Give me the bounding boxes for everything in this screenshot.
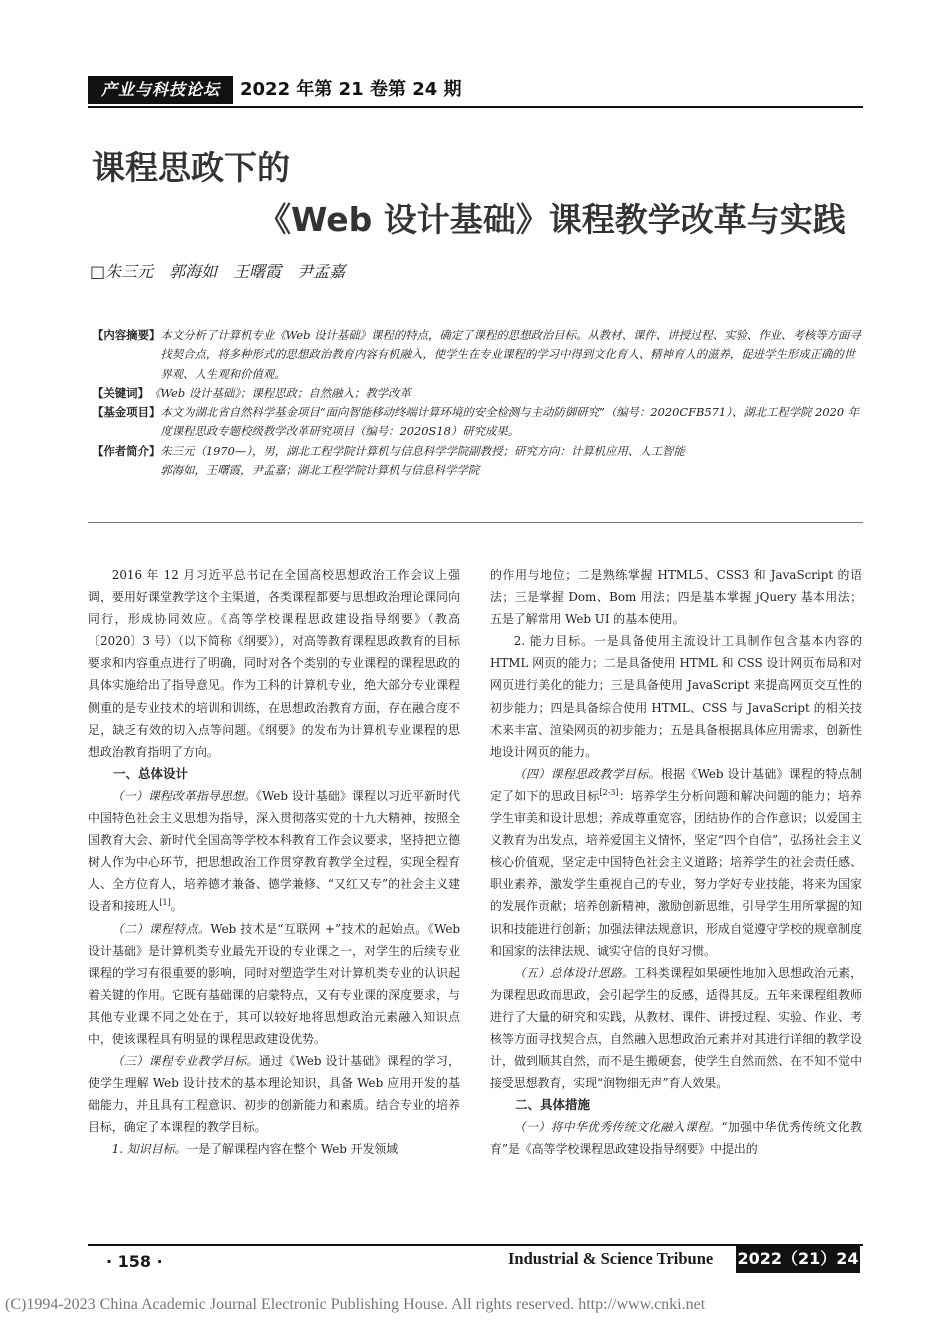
paragraph-text: 通过《Web 设计基础》课程的学习，使学生理解 Web 设计技术的基本理论知识，具备 Web 应用开发的基础能力，并且具有工程意识、初步的创新能力和素质。结合专业的培养目标，确定了本课程的教学目标。 (88, 1054, 460, 1135)
fund-row (92, 403, 864, 442)
issue-line: 2022 年第 21 卷第 24 期 (240, 79, 462, 100)
author-info-text (160, 442, 864, 481)
paragraph-text: 一是了解课程内容在整个 Web 开发领域 (186, 1142, 399, 1157)
body-column-right (490, 564, 862, 1161)
article-meta (92, 326, 864, 480)
body-column-left (88, 564, 460, 1161)
paragraph (88, 1050, 460, 1138)
paragraph-lead: （二）课程特点。 (111, 921, 211, 936)
section-heading: 二、具体措施 (515, 1097, 591, 1113)
paragraph (490, 1116, 862, 1160)
abstract-label: 【内容摘要】 (92, 328, 161, 342)
journal-name-english: Industrial & Science Tribune (508, 1249, 714, 1268)
author-info-line-1: 朱三元（1970—），男，湖北工程学院计算机与信息科学学院副教授；研究方向：计算机应用、人工智能 (160, 443, 685, 458)
fund-label: 【基金项目】 (92, 405, 161, 420)
journal-tag: 产业与科技论坛 (88, 76, 233, 104)
meta-divider (88, 522, 863, 523)
paragraph (88, 1138, 460, 1160)
paragraph-lead: （一）将中华优秀传统文化融入课程。 (513, 1120, 722, 1135)
paragraph-end: 。 (170, 899, 183, 914)
paragraph-lead: （一）课程改革指导思想。 (111, 788, 256, 803)
article-title-line-2: 《Web 设计基础》课程教学改革与实践 (258, 200, 846, 239)
paragraph: 的作用与地位；二是熟练掌握 HTML5、CSS3 和 JavaScript 的语法；三是掌握 Dom、Bom 用法；四是基本掌握 jQuery 基本用法；五是了解常用 Web UI 的基本使用。 (490, 568, 862, 627)
paragraph (88, 918, 460, 1051)
paragraph-text: ：培养学生分析问题和解决问题的能力；培养学生审美和设计思想；养成尊重宽容，团结协作的合作意识；以爱国主义教育为出发点，培养爱国主义情怀，坚定“四个自信”，弘扬社会主义核心价值观，坚定走中国特色社会主义道路；培养学生的社会责任感、职业素养，激发学生重视自己的专业，努力学好专业技能，将来为国家的发展作贡献；培养创新精神，激励创新思维，引导学生用所掌握的知识和技能进行创新；加强法律法规意识，形成自觉遵守学校的规章制度和国家的法律法规、诚实守信的良好习惯。 (490, 788, 862, 958)
abstract-text: 本文分析了计算机专业《Web 设计基础》课程的特点，确定了课程的思想政治目标。从教材、课件、讲授过程、实验、作业、考核等方面寻找契合点，将多种形式的思想政治教育内容有机融入，使学生在专业课程的学习中得到文化育人、精神育人的滋养，促进学生形成正确的世界观、人生观和价值观。 (160, 328, 861, 381)
footer-issue-badge: 2022（21）24 (736, 1245, 860, 1273)
paragraph: 2016 年 12 月习近平总书记在全国高校思想政治工作会议上强调，要用好课堂教学这个主渠道，各类课程都要与思想政治理论课同向同行，形成协同效应。《高等学校课程思政建设指导纲要》（教高〔2020〕3 号）（以下简称《纲要》），对高等教育课程思政教育的目标要求和内容重点进行了明确，同时对各个类别的专业课程的课程思政的具体实施给出了指导意见。作为工科的计算机专业，绝大部分专业课程侧重的是专业技术的培训和训练，在思想政治教育方面，存在融合度不足，缺乏有效的切入点等问题。《纲要》的发布为计算机专业课程的思想政治教育指明了方向。 (88, 568, 460, 759)
article-authors: □朱三元 郭海如 王曙霞 尹孟嘉 (90, 262, 346, 281)
paragraph (490, 962, 862, 1095)
article-title-line-1: 课程思政下的 (92, 148, 290, 187)
header-rule (88, 106, 863, 108)
paragraph: 2. 能力目标。一是具备使用主流设计工具制作包含基本内容的 HTML 网页的能力；二是具备使用 HTML 和 CSS 设计网页布局和对网页进行美化的能力；三是具备使用 JavaScript 来提高网页交互性的初步能力；四是具备综合使用 HTML、CSS 与 JavaScript 的相关技术来丰富、渲染网页的初步能力；五是具备根据具体应用需求，创新性地设计网页的能力。 (490, 634, 862, 759)
copyright-watermark: (C)1994-2023 China Academic Journal Electronic Publishing House. All rights reserved. http://www.cnki.net (5, 1296, 706, 1313)
paragraph-lead: 1. 知识目标。 (111, 1142, 187, 1157)
page-number: · 158 · (106, 1252, 163, 1271)
paragraph-text: 根据《Web 设计基础》课程的特点制定了如下的思政目标 (490, 766, 862, 803)
keywords-row (92, 384, 864, 403)
paragraph-text: “加强中华优秀传统文化教育”是《高等学校课程思政建设指导纲要》中提出的 (490, 1120, 862, 1157)
paragraph-text: 工科类课程如果硬性地加入思想政治元素，为课程思政而思政，会引起学生的反感，适得其反。五年来课程组教师进行了大量的研究和实践，从教材、课件、讲授过程、实验、作业、考核等方面寻找契合点，自然融入思想政治元素并对其进行详细的教学设计，做到顺其自然，而不是生搬硬套，使学生自然而然、在不知不觉中接受思想教育，实现“润物细无声”育人效果。 (490, 965, 862, 1091)
citation-ref: [2-3] (599, 787, 619, 797)
paragraph-lead: （四）课程思政教学目标。 (513, 766, 661, 781)
paragraph-lead: （三）课程专业教学目标。 (111, 1054, 259, 1069)
keywords-label: 【关键词】 (92, 385, 149, 400)
paragraph (490, 763, 862, 962)
fund-text: 本文为湖北省自然科学基金项目“面向智能移动终端计算环境的安全检测与主动防御研究”（编号：2020CFB571）、湖北工程学院 2020 年度课程思政专题校级教学改革研究项目（编号：2020S18）研究成果。 (160, 405, 860, 439)
paragraph-text: Web 技术是“互联网 +”技术的起始点。《Web 设计基础》是计算机类专业最先开设的专业课之一，对学生的后续专业课程的学习有很重要的影响，同时对塑造学生对计算机类专业的认识起着关键的作用。它既有基础课的启蒙特点，又有专业课的深度要求，与其他专业课不同之处在于，其可以较好地将思想政治元素融入知识点中，使该课程具有明显的课程思政建设优势。 (88, 921, 460, 1046)
author-info-row (92, 442, 864, 481)
paragraph-text: 《Web 设计基础》课程以习近平新时代中国特色社会主义思想为指导，深入贯彻落实党的十九大精神，按照全国教育大会、新时代全国高等学校本科教育工作会议要求，坚持把立德树人作为中心环节，把思想政治工作贯穿教育教学全过程，实现全程育人、全方位育人，培养德才兼备、德学兼修、“又红又专”的社会主义建设者和接班人 (88, 788, 460, 914)
citation-ref: [1] (159, 898, 171, 908)
paragraph (88, 785, 460, 918)
paragraph-lead: （五）总体设计思路。 (513, 965, 634, 980)
keywords-text: 《Web 设计基础》；课程思政；自然融入；教学改革 (148, 385, 411, 400)
author-info-label: 【作者简介】 (92, 443, 161, 458)
section-heading: 一、总体设计 (113, 765, 189, 781)
author-info-line-2: 郭海如，王曙霞，尹孟嘉；湖北工程学院计算机与信息科学学院 (160, 463, 480, 478)
abstract-row (92, 326, 864, 384)
